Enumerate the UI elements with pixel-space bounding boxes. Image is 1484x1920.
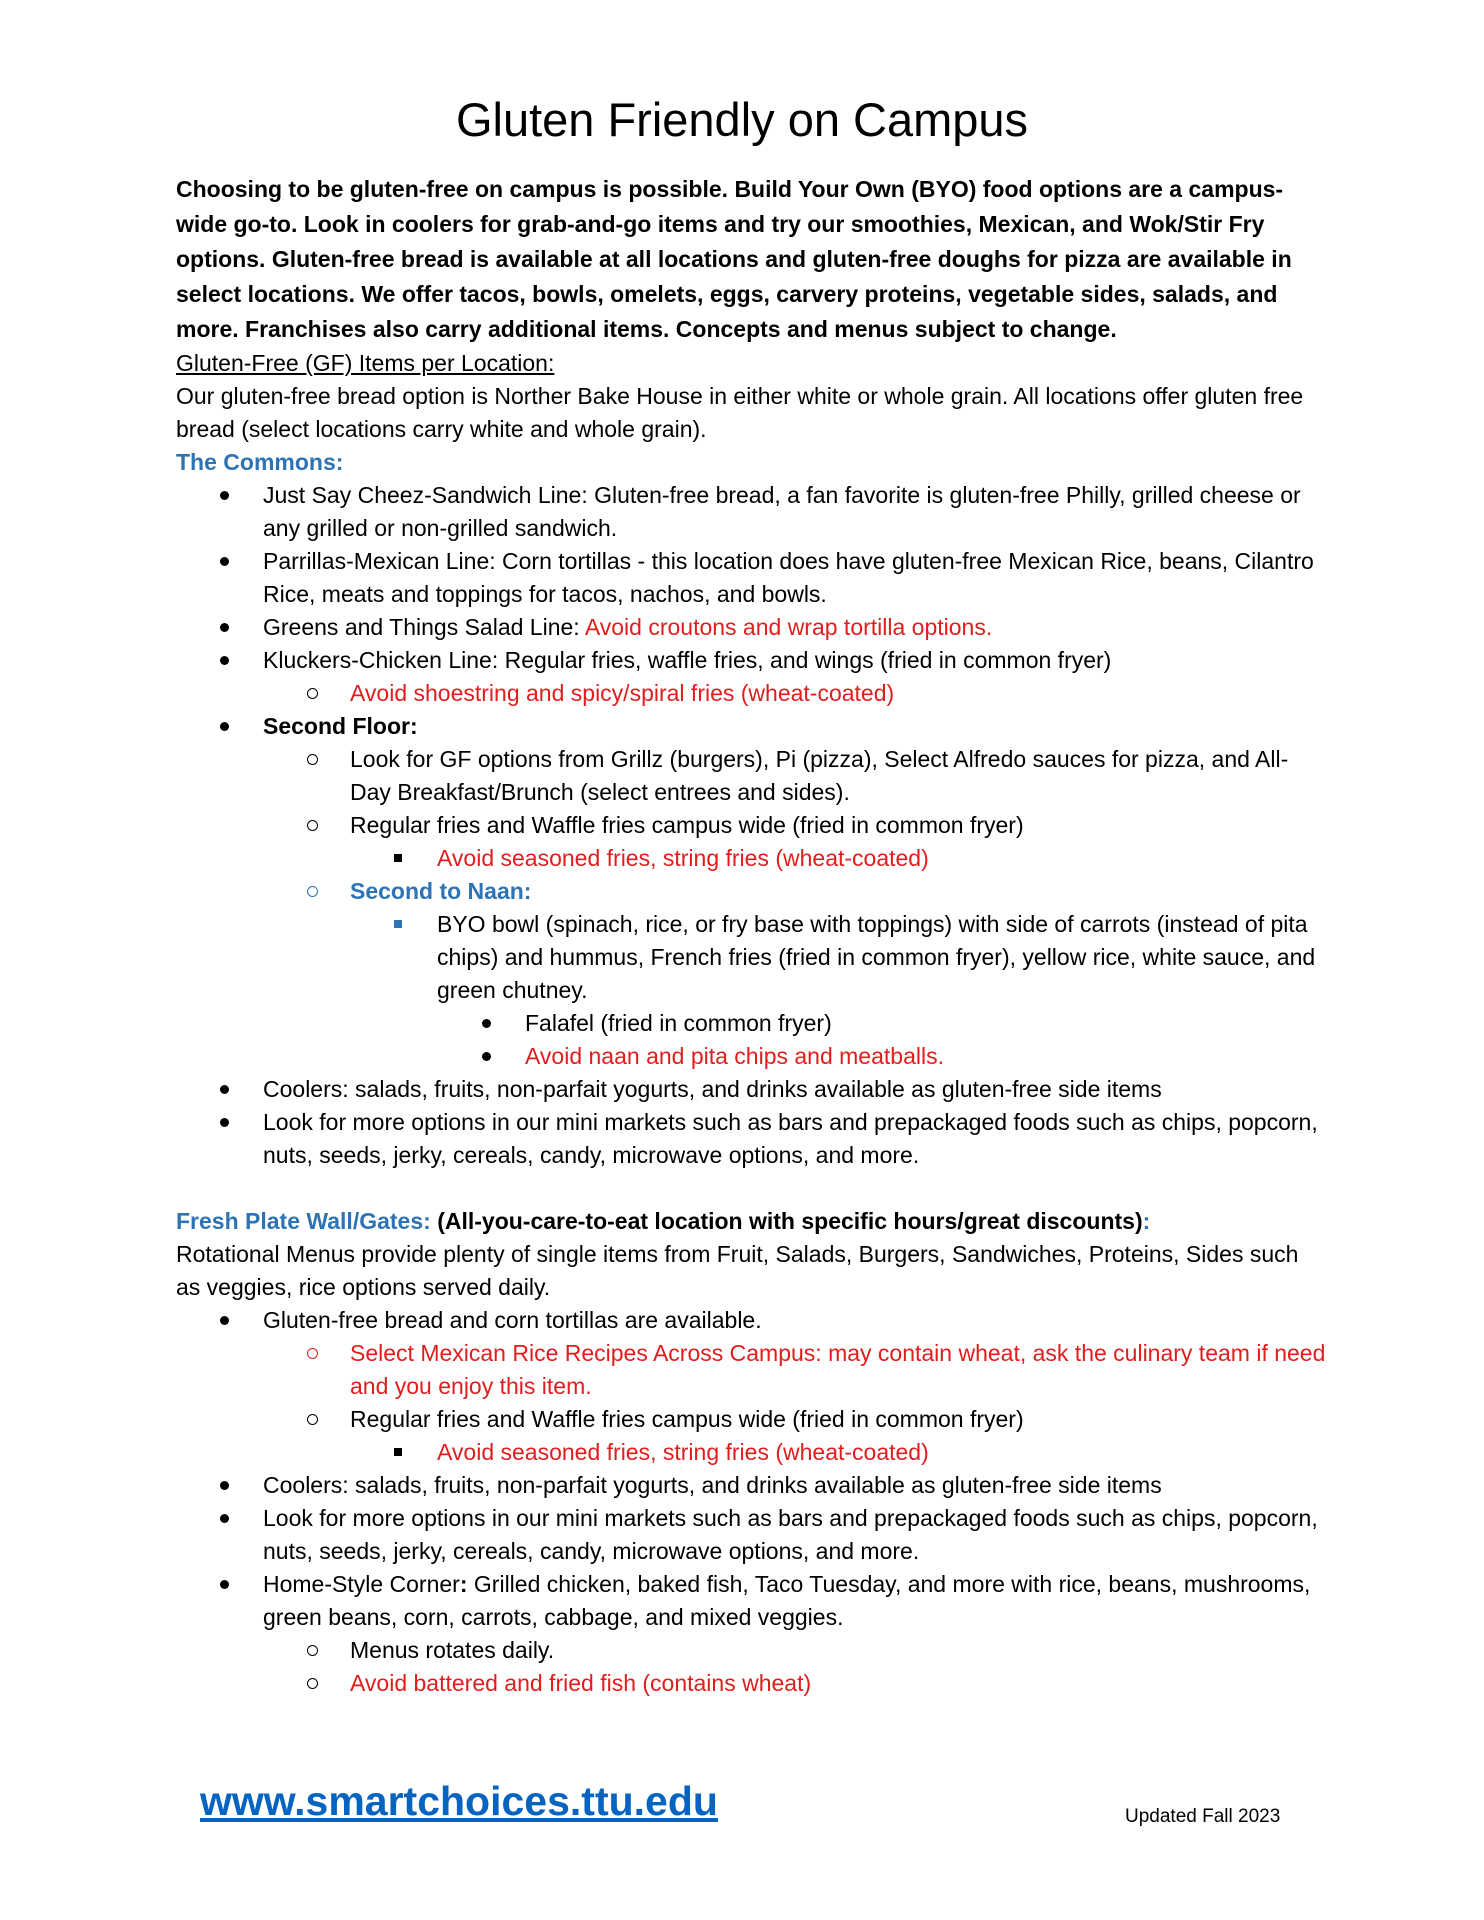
square-bullet-icon	[394, 854, 402, 862]
list-item	[176, 611, 1326, 644]
list-item	[176, 875, 1326, 908]
list-item	[176, 1469, 1326, 1502]
list-item	[176, 1667, 1326, 1700]
kluckers-text: Kluckers-Chicken Line: Regular fries, waffle fries, and wings (fried in common fryer)	[263, 647, 1112, 673]
naan-heading: Second to Naan:	[350, 878, 532, 904]
naan-falafel-text: Falafel (fried in common fryer)	[525, 1010, 832, 1036]
hollow-bullet-icon	[307, 1645, 318, 1656]
list-item	[176, 710, 1326, 743]
updated-date: Updated Fall 2023	[1125, 1806, 1281, 1827]
hollow-bullet-icon	[307, 754, 318, 765]
bullet-icon	[220, 491, 229, 500]
list-item	[176, 1304, 1326, 1337]
home-rotates-text: Menus rotates daily.	[350, 1637, 555, 1663]
sf-fries-avoid-text: Avoid seasoned fries, string fries (wheat-coated)	[437, 845, 929, 871]
fresh-list	[176, 1304, 1326, 1700]
gf-section-label	[176, 347, 1326, 380]
bullet-icon	[220, 1118, 229, 1127]
document-body	[176, 172, 1326, 1700]
bullet-icon	[220, 656, 229, 665]
page-title: Gluten Friendly on Campus	[455, 93, 1029, 146]
bullet-icon	[220, 557, 229, 566]
list-item	[176, 1106, 1326, 1172]
list-item	[176, 1403, 1326, 1436]
list-item	[176, 545, 1326, 611]
fresh-description: Rotational Menus provide plenty of single items from Fruit, Salads, Burgers, Sandwiches, Proteins, Sides such as veggies, rice options served daily.	[176, 1241, 1299, 1300]
hollow-bullet-icon	[307, 886, 318, 897]
bullet-icon	[220, 1580, 229, 1589]
hollow-bullet-icon	[307, 820, 318, 831]
list-item	[176, 677, 1326, 710]
intro-paragraph: Choosing to be gluten-free on campus is possible. Build Your Own (BYO) food options are a campus-wide go-to. Look in coolers for grab-and-go items and try our smoothies, Mexican, and Wok/Stir Fry options. Gluten-free bread is available at all locations and gluten-free doughs for pizza are available in select locations. We offer tacos, bowls, omelets, eggs, carvery proteins, vegetable sides, salads, and more. Franchises also carry additional items. Concepts and menus subject to change.	[176, 176, 1292, 342]
kluckers-avoid-text: Avoid shoestring and spicy/spiral fries (wheat-coated)	[350, 680, 895, 706]
list-item	[176, 743, 1326, 809]
gf-label: Gluten-Free (GF) Items per Location:	[176, 350, 555, 376]
bullet-icon	[482, 1019, 491, 1028]
fresh-heading: Fresh Plate Wall/Gates:	[176, 1208, 431, 1234]
list-item	[176, 479, 1326, 545]
bullet-icon	[220, 1481, 229, 1490]
naan-byo-text: BYO bowl (spinach, rice, or fry base with toppings) with side of carrots (instead of pita chips) and hummus, French fries (fried in common fryer), yellow rice, white sauce, and green chutney.	[437, 911, 1316, 1003]
fresh-heading-colon: :	[1142, 1208, 1151, 1234]
list-item	[176, 1007, 1326, 1040]
fresh-bread-text: Gluten-free bread and corn tortillas are available.	[263, 1307, 762, 1333]
list-item	[176, 644, 1326, 677]
list-item	[176, 1040, 1326, 1073]
list-item	[176, 1502, 1326, 1568]
square-bullet-icon	[394, 920, 402, 928]
hollow-bullet-icon	[307, 1678, 318, 1689]
bullet-icon	[220, 1085, 229, 1094]
website-link[interactable]: www.smartchoices.ttu.edu	[200, 1778, 718, 1824]
bullet-icon	[220, 1316, 229, 1325]
list-item	[176, 842, 1326, 875]
fresh-rice-avoid-text: Select Mexican Rice Recipes Across Campus: may contain wheat, ask the culinary team if need and you enjoy this item.	[350, 1340, 1326, 1399]
home-avoid-text: Avoid battered and fried fish (contains wheat)	[350, 1670, 812, 1696]
home-style-colon: :	[459, 1571, 468, 1597]
bullet-icon	[220, 1514, 229, 1523]
bullet-icon	[482, 1052, 491, 1061]
greens-text: Greens and Things Salad Line:	[263, 614, 585, 640]
commons-list	[176, 479, 1326, 1172]
list-item	[176, 1568, 1326, 1634]
square-bullet-icon	[394, 1448, 402, 1456]
parrillas-text: Parrillas-Mexican Line: Corn tortillas - this location does have gluten-free Mexican Rice, beans, Cilantro Rice, meats and toppings for tacos, nachos, and bowls.	[263, 548, 1314, 607]
list-item	[176, 809, 1326, 842]
list-item	[176, 1073, 1326, 1106]
hollow-bullet-icon	[307, 688, 318, 699]
sf-fries-text: Regular fries and Waffle fries campus wide (fried in common fryer)	[350, 812, 1024, 838]
list-item	[176, 1436, 1326, 1469]
commons-mini-text: Look for more options in our mini markets such as bars and prepackaged foods such as chips, popcorn, nuts, seeds, jerky, cereals, candy, microwave options, and more.	[263, 1109, 1318, 1168]
fresh-fries-text: Regular fries and Waffle fries campus wide (fried in common fryer)	[350, 1406, 1024, 1432]
gf-description: Our gluten-free bread option is Norther Bake House in either white or whole grain. All locations offer gluten free bread (select locations carry white and whole grain).	[176, 383, 1304, 442]
home-style-text: Grilled chicken, baked fish, Taco Tuesday, and more with rice, beans, mushrooms, green beans, corn, carrots, cabbage, and mixed veggies.	[263, 1571, 1311, 1630]
second-floor-heading: Second Floor:	[263, 713, 418, 739]
bullet-icon	[220, 623, 229, 632]
fresh-mini-text: Look for more options in our mini markets such as bars and prepackaged foods such as chips, popcorn, nuts, seeds, jerky, cereals, candy, microwave options, and more.	[263, 1505, 1318, 1564]
commons-coolers-text: Coolers: salads, fruits, non-parfait yogurts, and drinks available as gluten-free side items	[263, 1076, 1162, 1102]
fresh-fries-avoid-text: Avoid seasoned fries, string fries (wheat-coated)	[437, 1439, 929, 1465]
list-item	[176, 1337, 1326, 1403]
bullet-icon	[220, 722, 229, 731]
fresh-heading-line	[176, 1205, 1326, 1238]
hollow-bullet-icon	[307, 1414, 318, 1425]
naan-avoid-text: Avoid naan and pita chips and meatballs.	[525, 1043, 944, 1069]
hollow-bullet-icon	[307, 1348, 318, 1359]
fresh-heading-note: (All-you-care-to-eat location with specific hours/great discounts)	[437, 1208, 1143, 1234]
list-item	[176, 1634, 1326, 1667]
sf-grillz-text: Look for GF options from Grillz (burgers), Pi (pizza), Select Alfredo sauces for pizza, and All-Day Breakfast/Brunch (select entrees and sides).	[350, 746, 1289, 805]
commons-heading: The Commons:	[176, 449, 344, 475]
cheez-text: Just Say Cheez-Sandwich Line: Gluten-free bread, a fan favorite is gluten-free Philly, grilled cheese or any grilled or non-grilled sandwich.	[263, 482, 1301, 541]
list-item	[176, 908, 1326, 1007]
section-spacer	[176, 1172, 1326, 1205]
greens-avoid-text: Avoid croutons and wrap tortilla options.	[584, 614, 993, 640]
fresh-coolers-text: Coolers: salads, fruits, non-parfait yogurts, and drinks available as gluten-free side items	[263, 1472, 1162, 1498]
home-style-label: Home-Style Corner	[263, 1571, 460, 1597]
